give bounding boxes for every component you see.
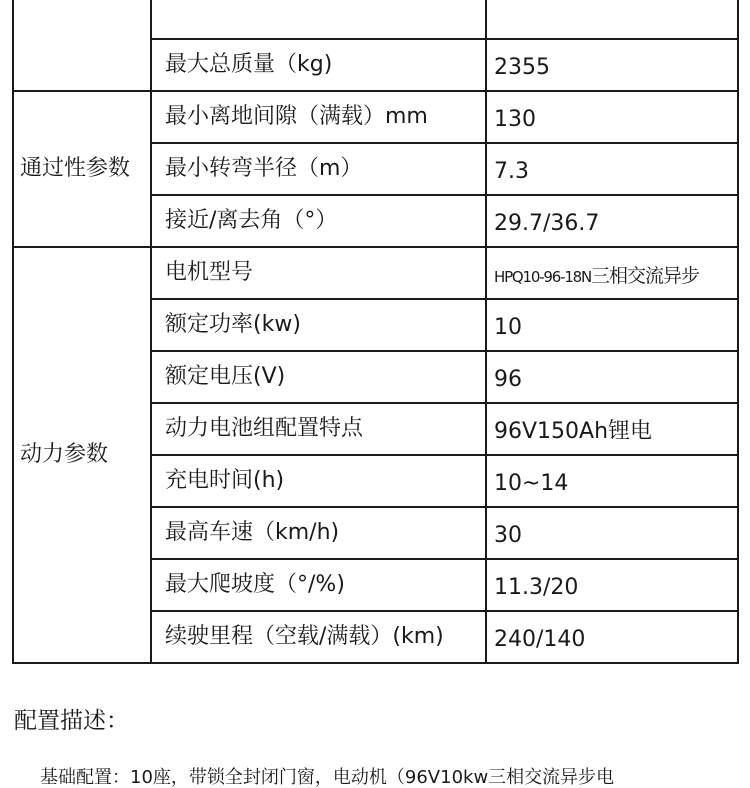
value-cell (486, 0, 738, 39)
value-cell: 240/140 (486, 611, 738, 663)
param-cell: 最小转弯半径（m） (151, 143, 486, 195)
value-cell: 10~14 (486, 455, 738, 507)
value-cell: 96V150Ah锂电 (486, 403, 738, 455)
config-description: 基础配置：10座，带锁全封闭门窗，电动机（96V10kw三相交流异步电 (40, 767, 615, 788)
value-cell (486, 247, 738, 299)
table-row (13, 91, 738, 143)
param-cell: 接近/离去角（°） (151, 195, 486, 247)
config-title: 配置描述： (14, 708, 129, 734)
value-cell: 2355 (486, 39, 738, 91)
param-cell: 续驶里程（空载/满载）(km) (151, 611, 486, 663)
param-cell: 电机型号 (151, 247, 486, 299)
param-cell: 额定电压(V) (151, 351, 486, 403)
group-cell-passability: 通过性参数 (13, 91, 151, 247)
value-cell: 29.7/36.7 (486, 195, 738, 247)
param-cell: 最高车速（km/h) (151, 507, 486, 559)
param-cell: 额定功率(kw) (151, 299, 486, 351)
motor-model-text: HPQ10-96-18N (494, 267, 592, 286)
param-cell: 最小离地间隙（满载）mm (151, 91, 486, 143)
value-cell: 10 (486, 299, 738, 351)
value-cell: 30 (486, 507, 738, 559)
spec-table (12, 0, 739, 664)
value-cell: 11.3/20 (486, 559, 738, 611)
value-cell: 7.3 (486, 143, 738, 195)
param-cell (151, 0, 486, 39)
param-cell: 最大爬坡度（°/%) (151, 559, 486, 611)
param-cell: 充电时间(h) (151, 455, 486, 507)
group-cell-power: 动力参数 (13, 247, 151, 663)
param-cell: 动力电池组配置特点 (151, 403, 486, 455)
table-row (13, 247, 738, 299)
value-cell: 130 (486, 91, 738, 143)
table-row (13, 0, 738, 39)
group-cell (13, 0, 151, 91)
motor-type-text: 三相交流异步 (591, 264, 700, 287)
param-cell: 最大总质量（kg) (151, 39, 486, 91)
value-cell: 96 (486, 351, 738, 403)
